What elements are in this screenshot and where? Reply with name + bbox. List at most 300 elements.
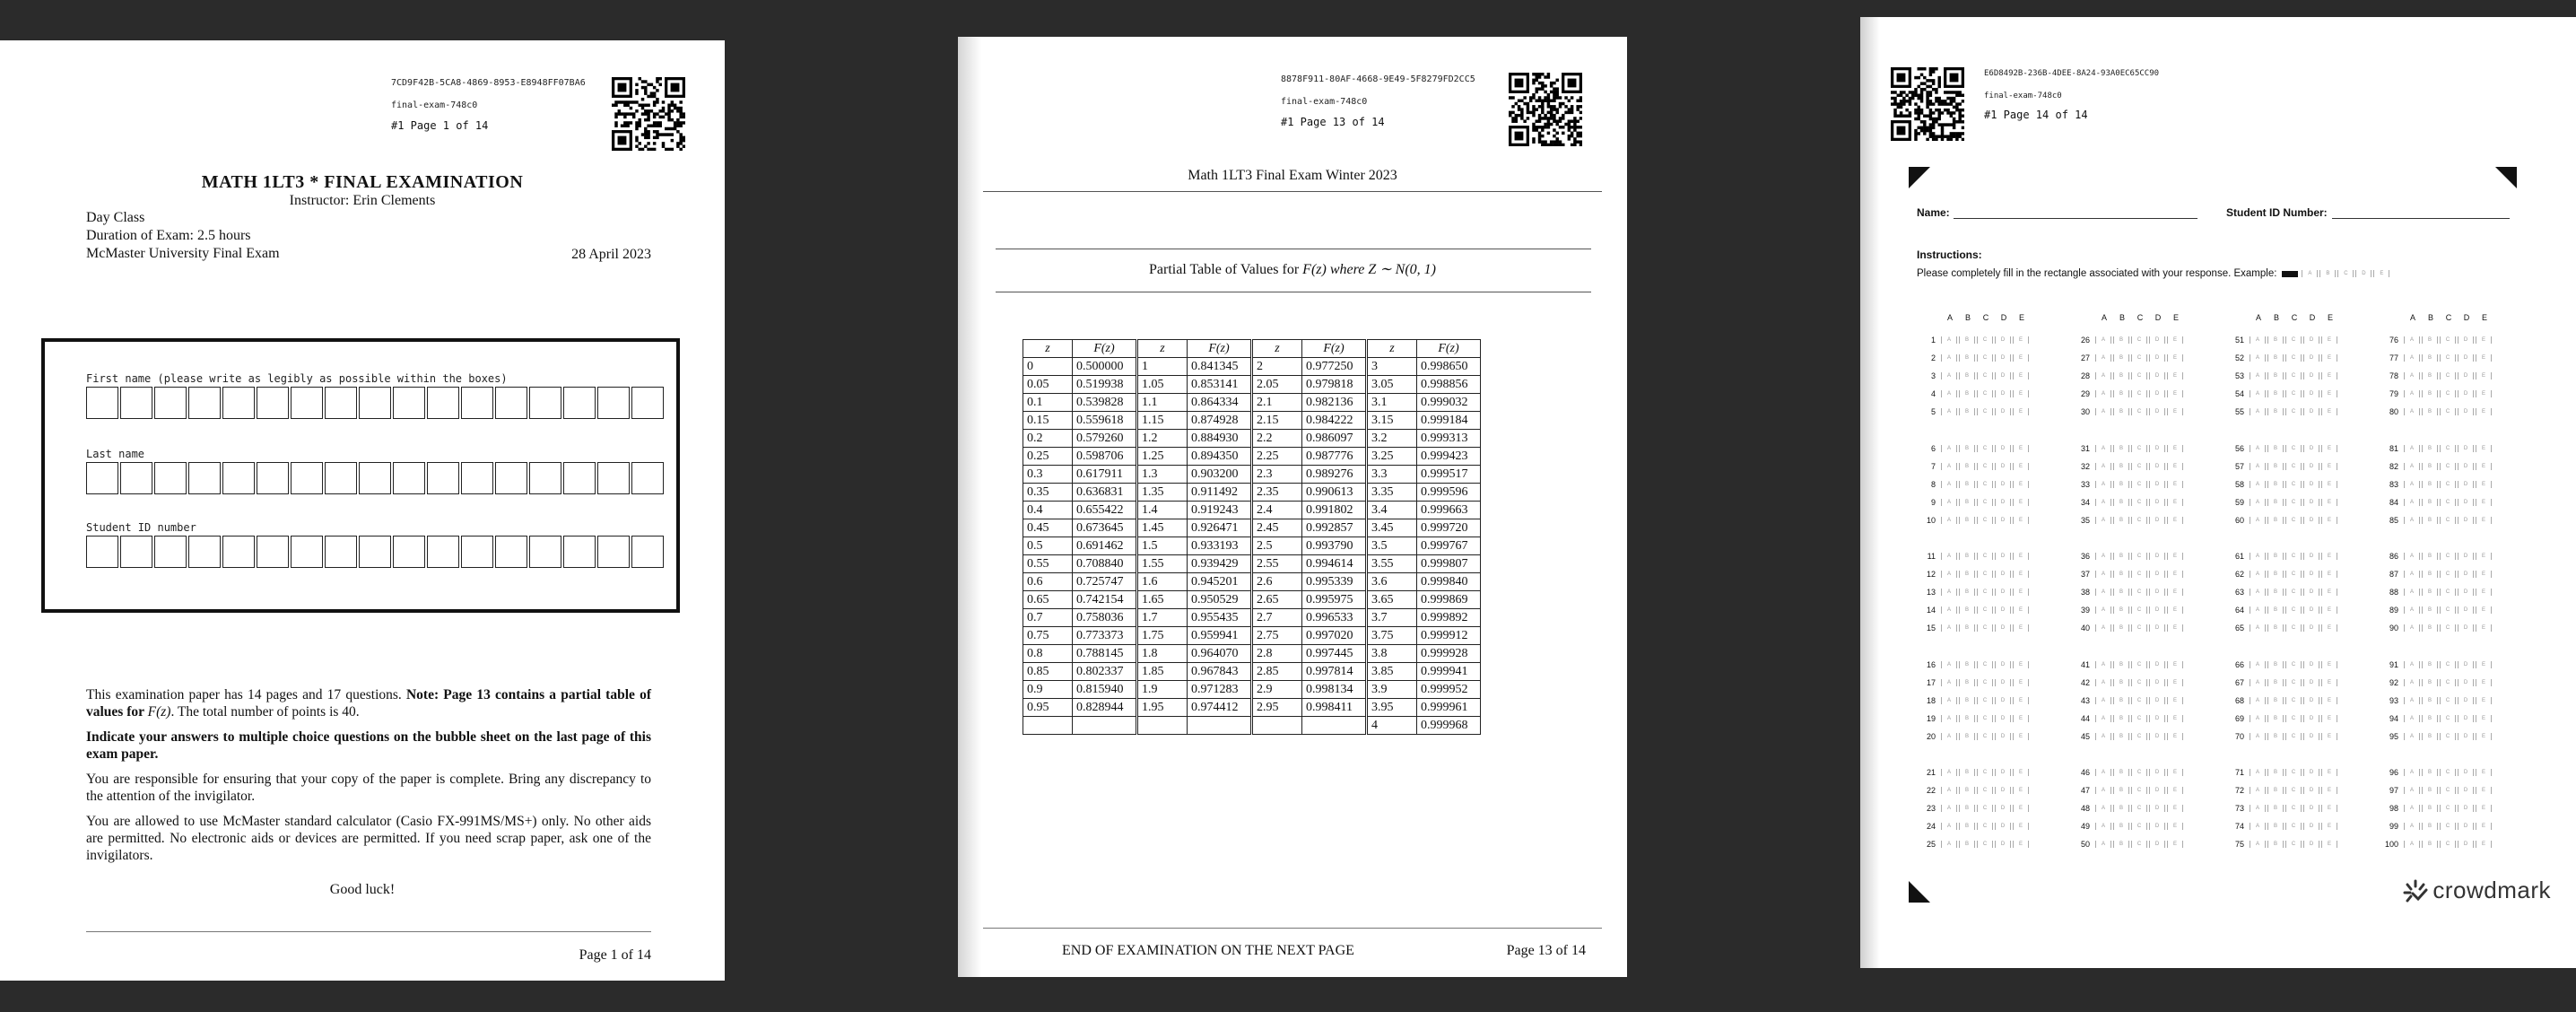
answer-bubble[interactable]: A bbox=[2095, 390, 2111, 397]
answer-bubble[interactable]: D bbox=[2458, 463, 2474, 470]
answer-bubble[interactable]: A bbox=[2095, 589, 2111, 596]
answer-bubble[interactable]: B bbox=[2267, 390, 2284, 397]
letter-box[interactable] bbox=[461, 387, 493, 419]
answer-bubble[interactable]: C bbox=[2440, 624, 2456, 632]
answer-bubble[interactable]: C bbox=[2285, 715, 2302, 722]
answer-bubble[interactable]: B bbox=[2267, 606, 2284, 614]
answer-bubble[interactable]: E bbox=[2013, 661, 2029, 668]
answer-bubble[interactable]: E bbox=[2476, 679, 2492, 686]
answer-bubble[interactable]: A bbox=[1941, 624, 1957, 632]
answer-bubble[interactable]: C bbox=[1977, 697, 1993, 704]
answer-bubble[interactable]: E bbox=[2167, 733, 2183, 740]
answer-bubble[interactable]: D bbox=[2458, 445, 2474, 452]
answer-bubble[interactable]: D bbox=[1995, 390, 2011, 397]
answer-bubble[interactable]: C bbox=[2285, 769, 2302, 776]
answer-bubble[interactable]: A bbox=[2095, 697, 2111, 704]
answer-bubble[interactable]: C bbox=[2131, 841, 2147, 848]
answer-bubble[interactable]: B bbox=[2267, 372, 2284, 380]
answer-bubble[interactable]: B bbox=[1959, 606, 1975, 614]
answer-bubble[interactable]: D bbox=[2149, 823, 2165, 830]
answer-bubble[interactable]: A bbox=[2095, 715, 2111, 722]
answer-bubble[interactable]: A bbox=[2095, 499, 2111, 506]
answer-bubble[interactable]: A bbox=[2404, 805, 2420, 812]
letter-box[interactable] bbox=[222, 536, 255, 568]
letter-box[interactable] bbox=[597, 387, 630, 419]
answer-bubble[interactable]: D bbox=[1995, 499, 2011, 506]
answer-bubble[interactable]: D bbox=[2303, 823, 2319, 830]
answer-bubble[interactable]: E bbox=[2167, 661, 2183, 668]
answer-bubble[interactable]: D bbox=[2149, 517, 2165, 524]
answer-bubble[interactable]: A bbox=[1941, 715, 1957, 722]
answer-bubble[interactable]: D bbox=[2149, 571, 2165, 578]
answer-bubble[interactable]: E bbox=[2476, 354, 2492, 362]
answer-bubble[interactable]: E bbox=[2321, 553, 2337, 560]
answer-bubble[interactable]: E bbox=[2476, 823, 2492, 830]
answer-bubble[interactable]: B bbox=[2267, 679, 2284, 686]
answer-bubble[interactable]: D bbox=[2458, 408, 2474, 415]
answer-bubble[interactable]: C bbox=[1977, 715, 1993, 722]
answer-bubble[interactable]: A bbox=[2250, 661, 2266, 668]
answer-bubble[interactable]: E bbox=[2167, 481, 2183, 488]
answer-bubble[interactable]: D bbox=[2458, 354, 2474, 362]
answer-bubble[interactable]: D bbox=[2303, 499, 2319, 506]
letter-box[interactable] bbox=[427, 536, 459, 568]
answer-bubble[interactable]: A bbox=[2095, 661, 2111, 668]
answer-bubble[interactable]: A bbox=[2250, 715, 2266, 722]
answer-bubble[interactable]: A bbox=[2250, 769, 2266, 776]
answer-bubble[interactable]: E bbox=[2013, 445, 2029, 452]
letter-box[interactable] bbox=[291, 462, 323, 494]
letter-box[interactable] bbox=[427, 387, 459, 419]
answer-bubble[interactable]: D bbox=[2149, 463, 2165, 470]
answer-bubble[interactable]: D bbox=[2458, 715, 2474, 722]
answer-bubble[interactable]: B bbox=[2113, 823, 2129, 830]
answer-bubble[interactable]: E bbox=[2476, 715, 2492, 722]
answer-bubble[interactable]: C bbox=[2440, 463, 2456, 470]
answer-bubble[interactable]: B bbox=[2113, 408, 2129, 415]
answer-bubble[interactable]: C bbox=[2440, 715, 2456, 722]
answer-bubble[interactable]: D bbox=[2458, 823, 2474, 830]
answer-bubble[interactable]: B bbox=[2422, 571, 2438, 578]
answer-bubble[interactable]: B bbox=[2113, 697, 2129, 704]
letter-box[interactable] bbox=[257, 536, 289, 568]
answer-bubble[interactable]: E bbox=[2321, 408, 2337, 415]
letter-box[interactable] bbox=[86, 536, 118, 568]
answer-bubble[interactable]: B bbox=[2267, 697, 2284, 704]
answer-bubble[interactable]: C bbox=[2131, 805, 2147, 812]
answer-bubble[interactable]: C bbox=[2131, 823, 2147, 830]
answer-bubble[interactable]: C bbox=[1977, 679, 1993, 686]
answer-bubble[interactable]: C bbox=[2285, 589, 2302, 596]
answer-bubble[interactable]: D bbox=[1995, 715, 2011, 722]
letter-box[interactable] bbox=[325, 387, 357, 419]
answer-bubble[interactable]: D bbox=[1995, 733, 2011, 740]
answer-bubble[interactable]: D bbox=[1995, 481, 2011, 488]
answer-bubble[interactable]: C bbox=[2440, 787, 2456, 794]
answer-bubble[interactable]: B bbox=[2113, 499, 2129, 506]
answer-bubble[interactable]: E bbox=[2167, 787, 2183, 794]
answer-bubble[interactable]: A bbox=[2250, 481, 2266, 488]
student-id-line[interactable] bbox=[2332, 218, 2510, 219]
answer-bubble[interactable]: A bbox=[2095, 787, 2111, 794]
answer-bubble[interactable]: A bbox=[1941, 372, 1957, 380]
letter-box[interactable] bbox=[257, 387, 289, 419]
answer-bubble[interactable]: A bbox=[2250, 841, 2266, 848]
answer-bubble[interactable]: E bbox=[2167, 463, 2183, 470]
answer-bubble[interactable]: B bbox=[2422, 445, 2438, 452]
answer-bubble[interactable]: A bbox=[2095, 805, 2111, 812]
answer-bubble[interactable]: B bbox=[2113, 841, 2129, 848]
answer-bubble[interactable]: D bbox=[1995, 408, 2011, 415]
answer-bubble[interactable]: E bbox=[2321, 787, 2337, 794]
answer-bubble[interactable]: D bbox=[2458, 841, 2474, 848]
answer-bubble[interactable]: A bbox=[2095, 481, 2111, 488]
answer-bubble[interactable]: A bbox=[2095, 408, 2111, 415]
answer-bubble[interactable]: C bbox=[1977, 354, 1993, 362]
answer-bubble[interactable]: E bbox=[2476, 481, 2492, 488]
letter-box[interactable] bbox=[495, 462, 527, 494]
letter-box[interactable] bbox=[393, 387, 425, 419]
answer-bubble[interactable]: B bbox=[2422, 769, 2438, 776]
answer-bubble[interactable]: D bbox=[1995, 517, 2011, 524]
answer-bubble[interactable]: E bbox=[2476, 733, 2492, 740]
answer-bubble[interactable]: B bbox=[2113, 390, 2129, 397]
answer-bubble[interactable]: C bbox=[2285, 571, 2302, 578]
answer-bubble[interactable]: A bbox=[2404, 499, 2420, 506]
answer-bubble[interactable]: C bbox=[2440, 354, 2456, 362]
answer-bubble[interactable]: A bbox=[1941, 390, 1957, 397]
answer-bubble[interactable]: D bbox=[2303, 354, 2319, 362]
answer-bubble[interactable]: B bbox=[2422, 697, 2438, 704]
answer-bubble[interactable]: A bbox=[2404, 823, 2420, 830]
answer-bubble[interactable]: A bbox=[2250, 517, 2266, 524]
answer-bubble[interactable]: D bbox=[2458, 697, 2474, 704]
answer-bubble[interactable]: B bbox=[1959, 553, 1975, 560]
answer-bubble[interactable]: D bbox=[1995, 661, 2011, 668]
answer-bubble[interactable]: B bbox=[2267, 787, 2284, 794]
letter-box[interactable] bbox=[631, 387, 664, 419]
answer-bubble[interactable]: C bbox=[2131, 787, 2147, 794]
answer-bubble[interactable]: A bbox=[1941, 733, 1957, 740]
letter-box[interactable] bbox=[359, 462, 391, 494]
answer-bubble[interactable]: B bbox=[2113, 769, 2129, 776]
answer-bubble[interactable]: A bbox=[2250, 553, 2266, 560]
answer-bubble[interactable]: C bbox=[2131, 769, 2147, 776]
answer-bubble[interactable]: D bbox=[1995, 787, 2011, 794]
answer-bubble[interactable]: B bbox=[2422, 553, 2438, 560]
answer-bubble[interactable]: A bbox=[2404, 336, 2420, 344]
answer-bubble[interactable]: C bbox=[2131, 390, 2147, 397]
answer-bubble[interactable]: C bbox=[2285, 553, 2302, 560]
answer-bubble[interactable]: E bbox=[2013, 787, 2029, 794]
answer-bubble[interactable]: C bbox=[2131, 733, 2147, 740]
answer-bubble[interactable]: D bbox=[2458, 606, 2474, 614]
answer-bubble[interactable]: D bbox=[1995, 354, 2011, 362]
answer-bubble[interactable]: E bbox=[2013, 624, 2029, 632]
answer-bubble[interactable]: B bbox=[2267, 841, 2284, 848]
answer-bubble[interactable]: D bbox=[2149, 805, 2165, 812]
answer-bubble[interactable]: D bbox=[2149, 787, 2165, 794]
answer-bubble[interactable]: B bbox=[1959, 372, 1975, 380]
answer-bubble[interactable]: D bbox=[2458, 336, 2474, 344]
answer-bubble[interactable]: D bbox=[1995, 372, 2011, 380]
answer-bubble[interactable]: E bbox=[2013, 697, 2029, 704]
answer-bubble[interactable]: D bbox=[1995, 769, 2011, 776]
answer-bubble[interactable]: D bbox=[2149, 661, 2165, 668]
letter-box[interactable] bbox=[563, 387, 596, 419]
letter-box[interactable] bbox=[154, 536, 187, 568]
answer-bubble[interactable]: B bbox=[2267, 769, 2284, 776]
answer-bubble[interactable]: E bbox=[2167, 715, 2183, 722]
answer-bubble[interactable]: E bbox=[2167, 589, 2183, 596]
answer-bubble[interactable]: B bbox=[1959, 499, 1975, 506]
letter-box[interactable] bbox=[495, 387, 527, 419]
answer-bubble[interactable]: D bbox=[2149, 697, 2165, 704]
answer-bubble[interactable]: D bbox=[2458, 787, 2474, 794]
answer-bubble[interactable]: C bbox=[2440, 841, 2456, 848]
answer-bubble[interactable]: D bbox=[1995, 841, 2011, 848]
answer-bubble[interactable]: E bbox=[2167, 553, 2183, 560]
answer-bubble[interactable]: C bbox=[2440, 408, 2456, 415]
answer-bubble[interactable]: E bbox=[2321, 445, 2337, 452]
letter-box[interactable] bbox=[359, 387, 391, 419]
answer-bubble[interactable]: D bbox=[2458, 571, 2474, 578]
answer-bubble[interactable]: D bbox=[2303, 517, 2319, 524]
answer-bubble[interactable]: A bbox=[2404, 445, 2420, 452]
answer-bubble[interactable]: D bbox=[2458, 733, 2474, 740]
answer-bubble[interactable]: E bbox=[2013, 606, 2029, 614]
answer-bubble[interactable]: C bbox=[2440, 499, 2456, 506]
answer-bubble[interactable]: A bbox=[1941, 679, 1957, 686]
answer-bubble[interactable]: B bbox=[1959, 769, 1975, 776]
answer-bubble[interactable]: C bbox=[2440, 481, 2456, 488]
answer-bubble[interactable]: A bbox=[2250, 571, 2266, 578]
letter-box[interactable] bbox=[495, 536, 527, 568]
letter-box[interactable] bbox=[291, 536, 323, 568]
letter-box[interactable] bbox=[188, 536, 221, 568]
answer-bubble[interactable]: C bbox=[1977, 589, 1993, 596]
answer-bubble[interactable]: B bbox=[2113, 553, 2129, 560]
answer-bubble[interactable]: E bbox=[2167, 354, 2183, 362]
answer-bubble[interactable]: B bbox=[2113, 679, 2129, 686]
answer-bubble[interactable]: D bbox=[2149, 606, 2165, 614]
answer-bubble[interactable]: B bbox=[1959, 841, 1975, 848]
answer-bubble[interactable]: E bbox=[2321, 823, 2337, 830]
answer-bubble[interactable]: C bbox=[2440, 553, 2456, 560]
answer-bubble[interactable]: E bbox=[2013, 769, 2029, 776]
answer-bubble[interactable]: C bbox=[2285, 463, 2302, 470]
answer-bubble[interactable]: E bbox=[2013, 733, 2029, 740]
answer-bubble[interactable]: A bbox=[2250, 606, 2266, 614]
answer-bubble[interactable]: D bbox=[2149, 769, 2165, 776]
answer-bubble[interactable]: B bbox=[2422, 372, 2438, 380]
answer-bubble[interactable]: C bbox=[1977, 606, 1993, 614]
answer-bubble[interactable]: B bbox=[2422, 517, 2438, 524]
answer-bubble[interactable]: B bbox=[2422, 805, 2438, 812]
answer-bubble[interactable]: A bbox=[2095, 354, 2111, 362]
answer-bubble[interactable]: A bbox=[1941, 697, 1957, 704]
answer-bubble[interactable]: E bbox=[2321, 354, 2337, 362]
answer-bubble[interactable]: E bbox=[2167, 571, 2183, 578]
answer-bubble[interactable]: E bbox=[2476, 408, 2492, 415]
answer-bubble[interactable]: B bbox=[2113, 715, 2129, 722]
answer-bubble[interactable]: C bbox=[2285, 841, 2302, 848]
answer-bubble[interactable]: A bbox=[1941, 769, 1957, 776]
answer-bubble[interactable]: B bbox=[2113, 733, 2129, 740]
answer-bubble[interactable]: C bbox=[2440, 679, 2456, 686]
answer-bubble[interactable]: D bbox=[2458, 624, 2474, 632]
answer-bubble[interactable]: E bbox=[2476, 697, 2492, 704]
answer-bubble[interactable]: B bbox=[1959, 408, 1975, 415]
answer-bubble[interactable]: B bbox=[2113, 481, 2129, 488]
answer-bubble[interactable]: E bbox=[2321, 697, 2337, 704]
answer-bubble[interactable]: C bbox=[2285, 517, 2302, 524]
answer-bubble[interactable]: E bbox=[2321, 715, 2337, 722]
answer-bubble[interactable]: A bbox=[2404, 517, 2420, 524]
answer-bubble[interactable]: B bbox=[2113, 517, 2129, 524]
answer-bubble[interactable]: E bbox=[2167, 390, 2183, 397]
answer-bubble[interactable]: E bbox=[2321, 517, 2337, 524]
answer-bubble[interactable]: D bbox=[2303, 624, 2319, 632]
letter-box[interactable] bbox=[120, 462, 152, 494]
letter-box[interactable] bbox=[393, 536, 425, 568]
answer-bubble[interactable]: D bbox=[2149, 679, 2165, 686]
answer-bubble[interactable]: B bbox=[2422, 624, 2438, 632]
answer-bubble[interactable]: B bbox=[2422, 841, 2438, 848]
answer-bubble[interactable]: A bbox=[1941, 606, 1957, 614]
answer-bubble[interactable]: D bbox=[2149, 553, 2165, 560]
answer-bubble[interactable]: E bbox=[2476, 769, 2492, 776]
answer-bubble[interactable]: C bbox=[2285, 445, 2302, 452]
letter-box[interactable] bbox=[86, 387, 118, 419]
answer-bubble[interactable]: A bbox=[2250, 805, 2266, 812]
answer-bubble[interactable]: A bbox=[2250, 354, 2266, 362]
letter-box[interactable] bbox=[461, 462, 493, 494]
answer-bubble[interactable]: E bbox=[2476, 571, 2492, 578]
answer-bubble[interactable]: E bbox=[2321, 769, 2337, 776]
answer-bubble[interactable]: D bbox=[1995, 463, 2011, 470]
answer-bubble[interactable]: C bbox=[2440, 390, 2456, 397]
answer-bubble[interactable]: E bbox=[2167, 679, 2183, 686]
answer-bubble[interactable]: A bbox=[2095, 733, 2111, 740]
answer-bubble[interactable]: E bbox=[2321, 372, 2337, 380]
answer-bubble[interactable]: B bbox=[2267, 463, 2284, 470]
answer-bubble[interactable]: B bbox=[1959, 517, 1975, 524]
answer-bubble[interactable]: B bbox=[2422, 336, 2438, 344]
answer-bubble[interactable]: E bbox=[2013, 589, 2029, 596]
answer-bubble[interactable]: E bbox=[2321, 571, 2337, 578]
answer-bubble[interactable]: D bbox=[2303, 589, 2319, 596]
answer-bubble[interactable]: A bbox=[2404, 624, 2420, 632]
answer-bubble[interactable]: D bbox=[2303, 606, 2319, 614]
letter-box[interactable] bbox=[222, 462, 255, 494]
answer-bubble[interactable]: A bbox=[2404, 408, 2420, 415]
letter-box[interactable] bbox=[120, 536, 152, 568]
answer-bubble[interactable]: B bbox=[2422, 481, 2438, 488]
answer-bubble[interactable]: A bbox=[1941, 445, 1957, 452]
letter-box[interactable] bbox=[563, 462, 596, 494]
answer-bubble[interactable]: E bbox=[2167, 841, 2183, 848]
answer-bubble[interactable]: C bbox=[2440, 517, 2456, 524]
answer-bubble[interactable]: E bbox=[2476, 661, 2492, 668]
answer-bubble[interactable]: D bbox=[2458, 517, 2474, 524]
answer-bubble[interactable]: C bbox=[2440, 372, 2456, 380]
answer-bubble[interactable]: D bbox=[2149, 589, 2165, 596]
answer-bubble[interactable]: B bbox=[2422, 823, 2438, 830]
answer-bubble[interactable]: E bbox=[2167, 372, 2183, 380]
answer-bubble[interactable]: D bbox=[2149, 336, 2165, 344]
answer-bubble[interactable]: D bbox=[1995, 445, 2011, 452]
answer-bubble[interactable]: D bbox=[1995, 606, 2011, 614]
answer-bubble[interactable]: C bbox=[2440, 697, 2456, 704]
answer-bubble[interactable]: D bbox=[1995, 589, 2011, 596]
answer-bubble[interactable]: A bbox=[1941, 823, 1957, 830]
answer-bubble[interactable]: C bbox=[2440, 805, 2456, 812]
answer-bubble[interactable]: D bbox=[2458, 661, 2474, 668]
answer-bubble[interactable]: A bbox=[2095, 445, 2111, 452]
answer-bubble[interactable]: D bbox=[2149, 354, 2165, 362]
answer-bubble[interactable]: A bbox=[2095, 823, 2111, 830]
first-name-boxes[interactable] bbox=[86, 387, 666, 419]
answer-bubble[interactable]: A bbox=[1941, 354, 1957, 362]
answer-bubble[interactable]: C bbox=[2131, 589, 2147, 596]
answer-bubble[interactable]: C bbox=[2131, 697, 2147, 704]
answer-bubble[interactable]: D bbox=[1995, 624, 2011, 632]
answer-bubble[interactable]: A bbox=[2250, 445, 2266, 452]
answer-bubble[interactable]: E bbox=[2013, 571, 2029, 578]
answer-bubble[interactable]: E bbox=[2167, 769, 2183, 776]
answer-bubble[interactable]: E bbox=[2321, 336, 2337, 344]
answer-bubble[interactable]: A bbox=[2404, 606, 2420, 614]
letter-box[interactable] bbox=[154, 462, 187, 494]
answer-bubble[interactable]: A bbox=[2250, 408, 2266, 415]
answer-bubble[interactable]: C bbox=[2440, 769, 2456, 776]
answer-bubble[interactable]: C bbox=[1977, 445, 1993, 452]
name-line[interactable] bbox=[1954, 218, 2197, 219]
letter-box[interactable] bbox=[461, 536, 493, 568]
answer-bubble[interactable]: A bbox=[2250, 390, 2266, 397]
answer-bubble[interactable]: E bbox=[2321, 733, 2337, 740]
answer-bubble[interactable]: A bbox=[2250, 697, 2266, 704]
answer-bubble[interactable]: C bbox=[2285, 408, 2302, 415]
answer-bubble[interactable]: E bbox=[2167, 606, 2183, 614]
answer-bubble[interactable]: C bbox=[1977, 733, 1993, 740]
answer-bubble[interactable]: A bbox=[2095, 517, 2111, 524]
answer-bubble[interactable]: A bbox=[1941, 481, 1957, 488]
answer-bubble[interactable]: C bbox=[2440, 336, 2456, 344]
answer-bubble[interactable]: C bbox=[2131, 679, 2147, 686]
answer-bubble[interactable]: C bbox=[2131, 661, 2147, 668]
answer-bubble[interactable]: D bbox=[2303, 805, 2319, 812]
letter-box[interactable] bbox=[529, 387, 561, 419]
answer-bubble[interactable]: E bbox=[2476, 606, 2492, 614]
answer-bubble[interactable]: C bbox=[2131, 571, 2147, 578]
answer-bubble[interactable]: C bbox=[2131, 715, 2147, 722]
answer-bubble[interactable]: C bbox=[1977, 463, 1993, 470]
answer-bubble[interactable]: B bbox=[1959, 805, 1975, 812]
answer-bubble[interactable]: C bbox=[2440, 823, 2456, 830]
student-id-boxes[interactable] bbox=[86, 536, 666, 568]
answer-bubble[interactable]: C bbox=[2440, 589, 2456, 596]
answer-bubble[interactable]: C bbox=[2440, 733, 2456, 740]
answer-bubble[interactable]: B bbox=[1959, 679, 1975, 686]
answer-bubble[interactable]: B bbox=[2267, 661, 2284, 668]
answer-bubble[interactable]: A bbox=[2250, 372, 2266, 380]
answer-bubble[interactable]: D bbox=[2303, 661, 2319, 668]
answer-bubble[interactable]: D bbox=[2303, 733, 2319, 740]
answer-bubble[interactable]: D bbox=[2149, 733, 2165, 740]
answer-bubble[interactable]: E bbox=[2476, 372, 2492, 380]
